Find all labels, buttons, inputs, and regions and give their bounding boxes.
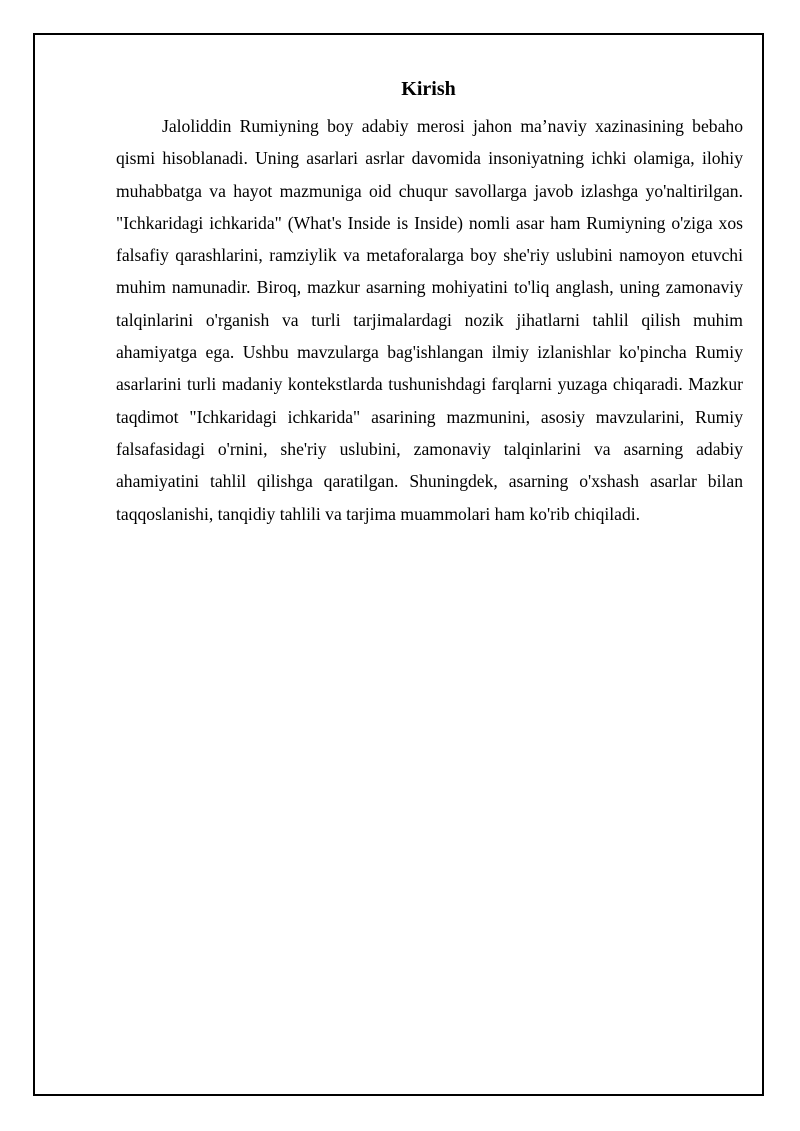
page-heading: Kirish [401, 78, 456, 100]
body-paragraph: Jaloliddin Rumiyning boy adabiy merosi jahon ma’naviy xazinasining bebaho qismi hisoblanadi. Uning asarlari asrlar davomida insoniyatning ichki olamiga, ilohiy muhabbatga va hayot mazmuniga oid chuqur savollarga javob izlashga yo'naltirilgan. "Ichkaridagi ichkarida" (What's Inside is Inside) nomli asar ham Rumiyning o'ziga xos falsafiy qarashlarini, ramziylik va metaforalarga boy she'riy uslubini namoyon etuvchi muhim namunadir. Biroq, mazkur asarning mohiyatini to'liq anglash, uning zamonaviy talqinlarini o'rganish va turli tarjimalardagi nozik jihatlarni tahlil qilish muhim ahamiyatga ega. Ushbu mavzularga bag'ishlangan ilmiy izlanishlar ko'pincha Rumiy asarlarini turli madaniy kontekstlarda tushunishdagi farqlarni yuzaga chiqaradi. Mazkur taqdimot "Ichkaridagi ichkarida" asarining mazmunini, asosiy mavzularini, Rumiy falsafasidagi o'rnini, she'riy uslubini, zamonaviy talqinlarini va asarning adabiy ahamiyatini tahlil qilishga qaratilgan. Shuningdek, asarning o'xshash asarlar bilan taqqoslanishi, tanqidiy tahlili va tarjima muammolari ham ko'rib chiqiladi. [116, 116, 743, 524]
page-frame [33, 33, 764, 1096]
